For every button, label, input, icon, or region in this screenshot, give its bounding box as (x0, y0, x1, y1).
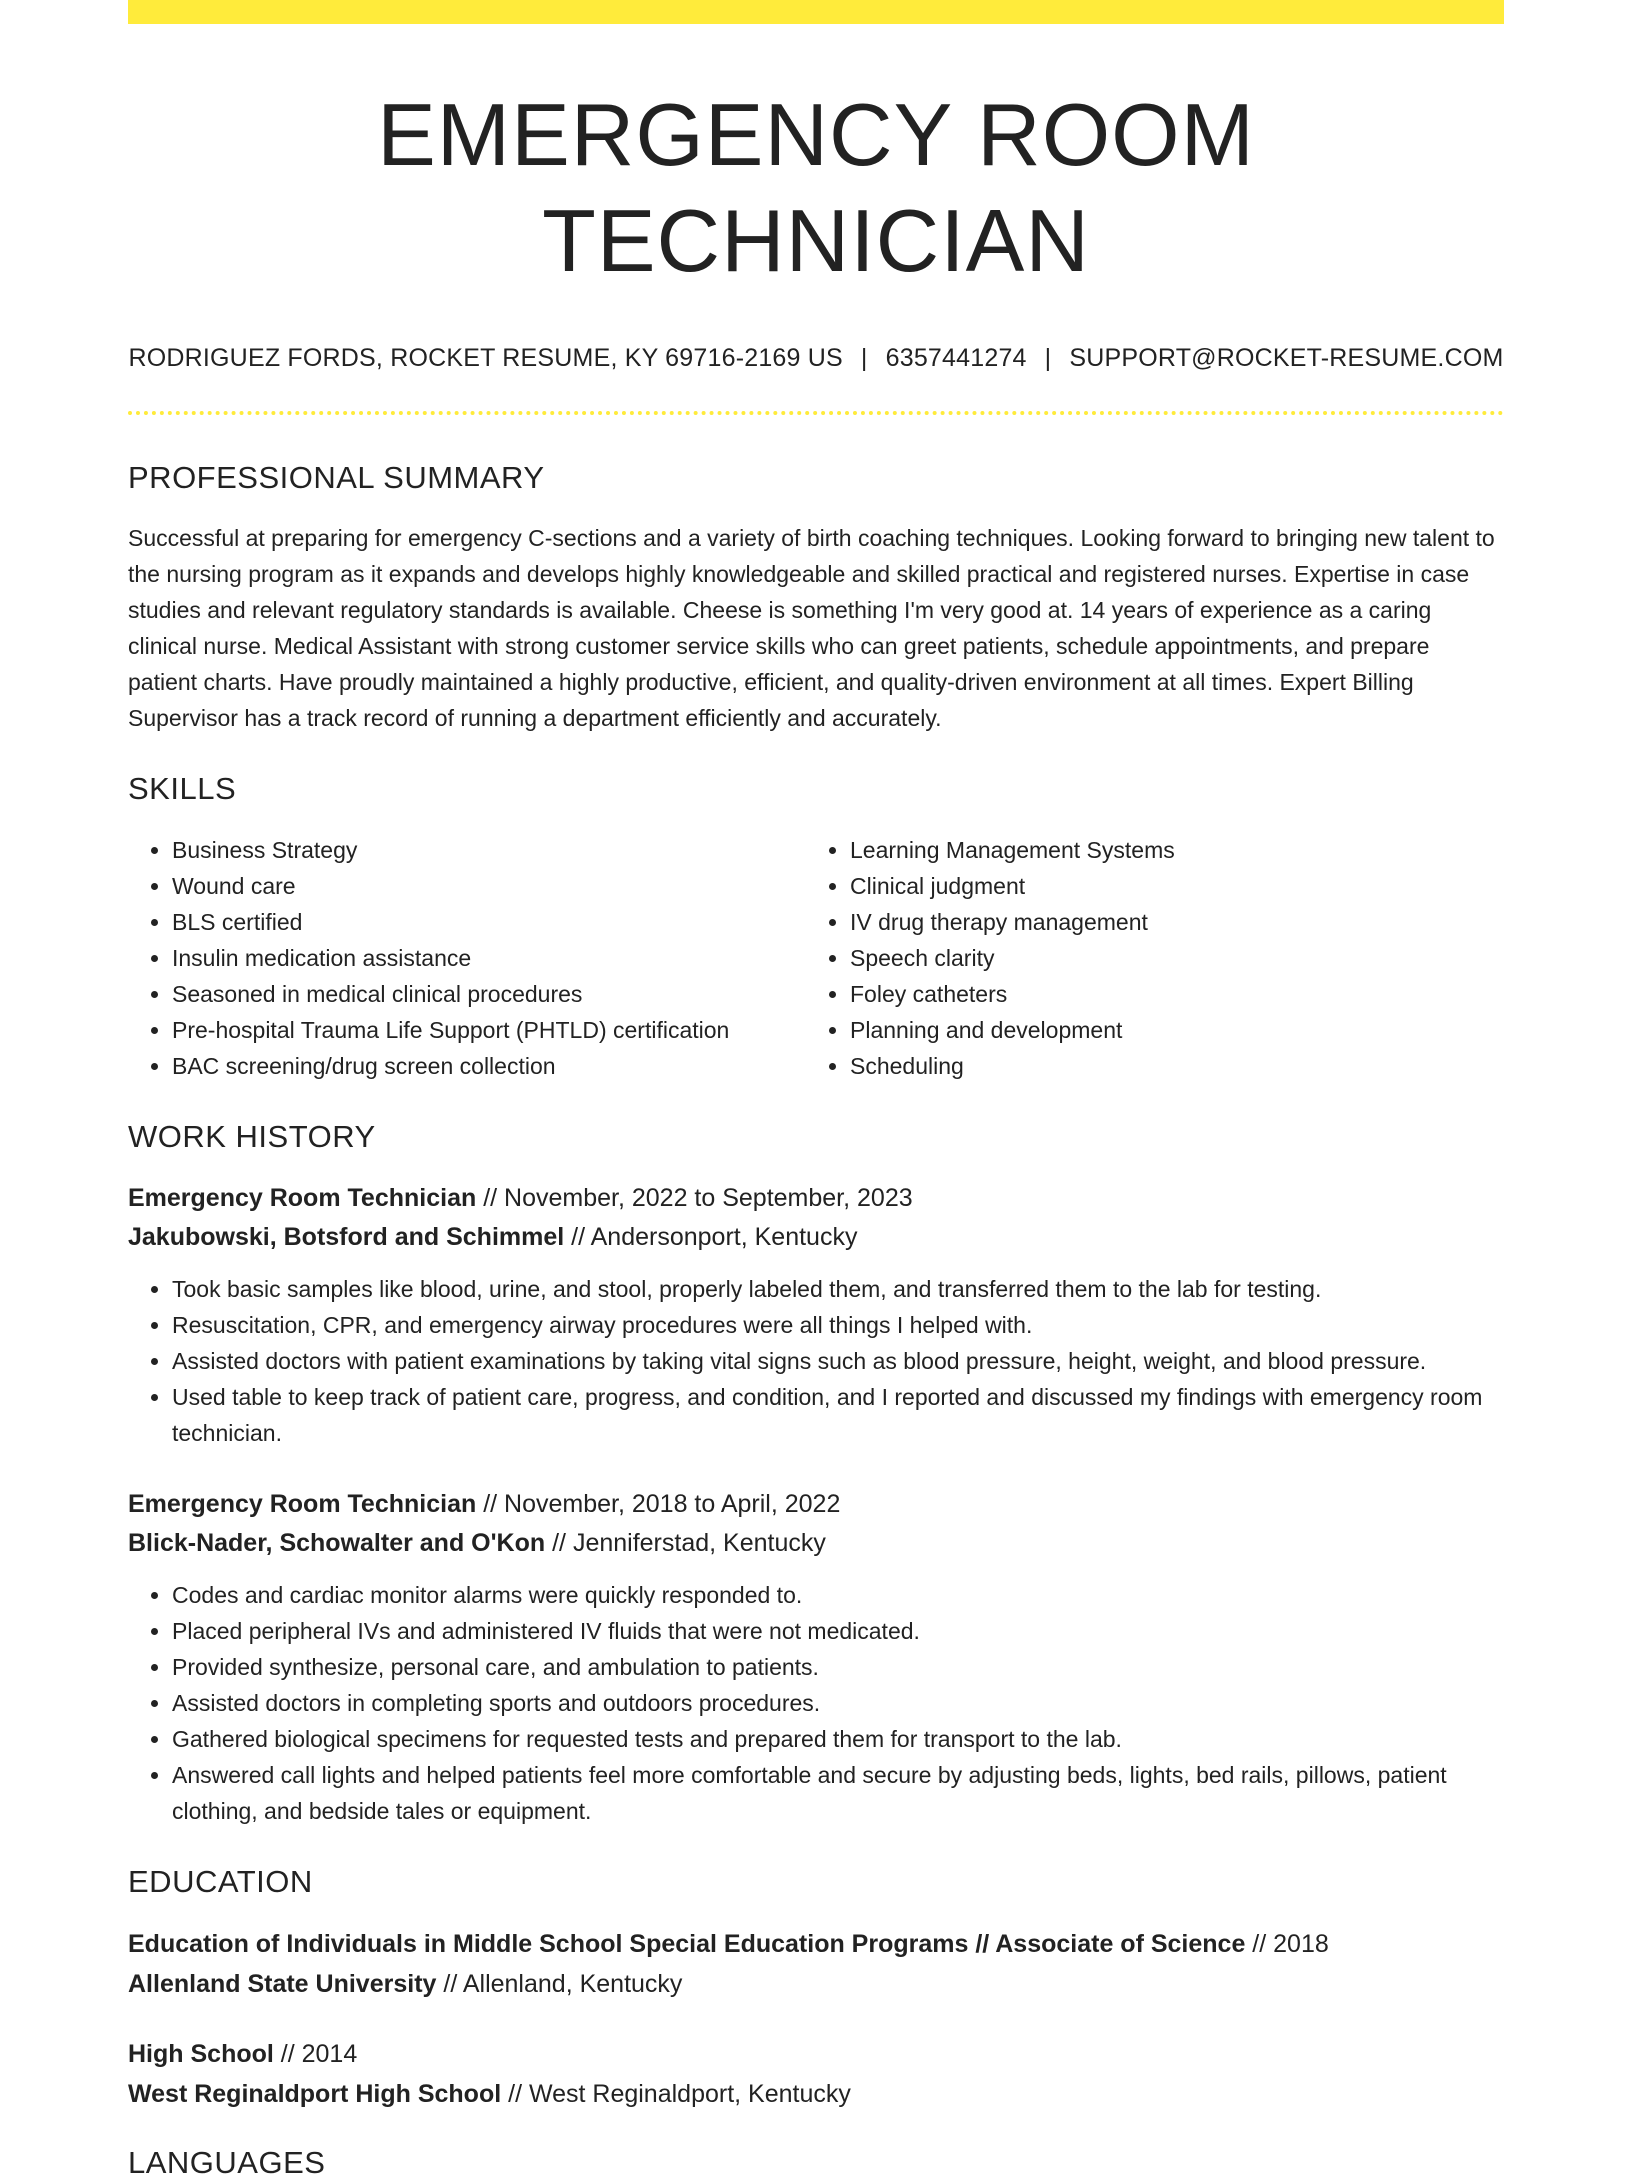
education-degree: High School (128, 2039, 274, 2068)
contact-phone[interactable]: 6357441274 (885, 344, 1027, 373)
skill-item: • Pre-hospital Trauma Life Support (PHTLD) certification (172, 1012, 806, 1048)
contact-email[interactable]: SUPPORT@ROCKET-RESUME.COM (1069, 344, 1504, 373)
education-degree: Education of Individuals in Middle School Special Education Programs // Associate of Science (128, 1929, 1246, 1958)
job-bullets (128, 1577, 1504, 1829)
skill-item: • Speech clarity (850, 940, 1470, 976)
job-entry (128, 1485, 1504, 1829)
job-entry (128, 1179, 1504, 1451)
education-year: // 2018 (1245, 1929, 1329, 1958)
skill-item: • Insulin medication assistance (172, 940, 806, 976)
skill-item: • Foley catheters (850, 976, 1470, 1012)
skill-item: • Planning and development (850, 1012, 1470, 1048)
job-bullet: • Resuscitation, CPR, and emergency airway procedures were all things I helped with. (172, 1307, 1504, 1343)
job-bullet: • Placed peripheral IVs and administered IV fluids that were not medicated. (172, 1613, 1504, 1649)
summary-text: Successful at preparing for emergency C-sections and a variety of birth coaching techniques. Looking forward to bringing new talent to the nursing program as it expands and develops highly knowledgeable and skilled practical and registered nurses. Expertise in case studies and relevant regulatory standards is available. Cheese is something I'm very good at. 14 years of experience as a caring clinical nurse. Medical Assistant with strong customer service skills who can greet patients, schedule appointments, and prepare patient charts. Have proudly maintained a highly productive, efficient, and quality-driven environment at all times. Expert Billing Supervisor has a track record of running a department efficiently and accurately. (128, 525, 1495, 732)
languages-heading: LANGUAGES (128, 2144, 326, 2180)
skill-item: • Seasoned in medical clinical procedures (172, 976, 806, 1012)
education-degree-line (128, 2034, 1504, 2074)
resume-page (128, 0, 1504, 2181)
job-company-line (128, 1218, 1504, 1257)
job-bullet: • Assisted doctors with patient examinations by taking vital signs such as blood pressure, height, weight, and blood pressure. (172, 1343, 1504, 1379)
job-dates: // November, 2022 to September, 2023 (476, 1183, 913, 1212)
skills-grid (128, 832, 1504, 1084)
job-company: Blick-Nader, Schowalter and O'Kon (128, 1528, 546, 1557)
education-location: // West Reginaldport, Kentucky (501, 2079, 851, 2108)
candidate-title: EMERGENCY ROOM TECHNICIAN (377, 85, 1255, 290)
education-school-line (128, 1964, 1504, 2004)
education-entry (128, 2034, 1504, 2114)
job-company-line (128, 1524, 1504, 1563)
job-location: // Jenniferstad, Kentucky (545, 1528, 826, 1557)
skill-item: • BAC screening/drug screen collection (172, 1048, 806, 1084)
job-bullet: • Gathered biological specimens for requested tests and prepared them for transport to the lab. (172, 1721, 1504, 1757)
job-location: // Andersonport, Kentucky (564, 1222, 858, 1251)
summary-heading: PROFESSIONAL SUMMARY (128, 460, 545, 496)
contact-separator: | (860, 344, 868, 373)
education-entry (128, 1924, 1504, 2004)
education-degree-line (128, 1924, 1504, 1964)
job-bullet: • Answered call lights and helped patients feel more comfortable and secure by adjusting beds, lights, bed rails, pillows, patient clothing, and bedside tales or equipment. (172, 1757, 1504, 1829)
skill-item: • Wound care (172, 868, 806, 904)
skill-item: • Learning Management Systems (850, 832, 1470, 868)
job-bullets (128, 1271, 1504, 1451)
job-role-line (128, 1179, 1504, 1218)
skill-item: • Clinical judgment (850, 868, 1470, 904)
education-year: // 2014 (273, 2039, 358, 2068)
education-school: Allenland State University (128, 1969, 437, 1998)
skill-item: • Scheduling (850, 1048, 1470, 1084)
contact-address: RODRIGUEZ FORDS, ROCKET RESUME, KY 69716-2169 US (128, 344, 843, 373)
skill-item: • Business Strategy (172, 832, 806, 868)
job-bullet: • Used table to keep track of patient care, progress, and condition, and I reported and discussed my findings with emergency room technician. (172, 1379, 1504, 1451)
skills-heading: SKILLS (128, 771, 237, 807)
skills-column-left (128, 832, 806, 1084)
job-bullet: • Assisted doctors in completing sports and outdoors procedures. (172, 1685, 1504, 1721)
education-school: West Reginaldport High School (128, 2079, 502, 2108)
skill-item: • IV drug therapy management (850, 904, 1470, 940)
job-role-line (128, 1485, 1504, 1524)
skill-item: • BLS certified (172, 904, 806, 940)
job-role: Emergency Room Technician (128, 1183, 477, 1212)
dotted-divider (128, 411, 1504, 415)
job-bullet: • Took basic samples like blood, urine, and stool, properly labeled them, and transferred them to the lab for testing. (172, 1271, 1504, 1307)
education-school-line (128, 2074, 1504, 2114)
education-location: // Allenland, Kentucky (436, 1969, 683, 1998)
job-dates: // November, 2018 to April, 2022 (476, 1489, 841, 1518)
work-history-heading: WORK HISTORY (128, 1118, 376, 1154)
skills-column-right (806, 832, 1470, 1084)
contact-line (128, 343, 1504, 373)
accent-bar (128, 0, 1504, 24)
education-heading: EDUCATION (128, 1863, 313, 1899)
job-bullet: • Provided synthesize, personal care, and ambulation to patients. (172, 1649, 1504, 1685)
job-bullet: • Codes and cardiac monitor alarms were quickly responded to. (172, 1577, 1504, 1613)
job-company: Jakubowski, Botsford and Schimmel (128, 1222, 565, 1251)
contact-separator: | (1044, 344, 1052, 373)
job-role: Emergency Room Technician (128, 1489, 477, 1518)
